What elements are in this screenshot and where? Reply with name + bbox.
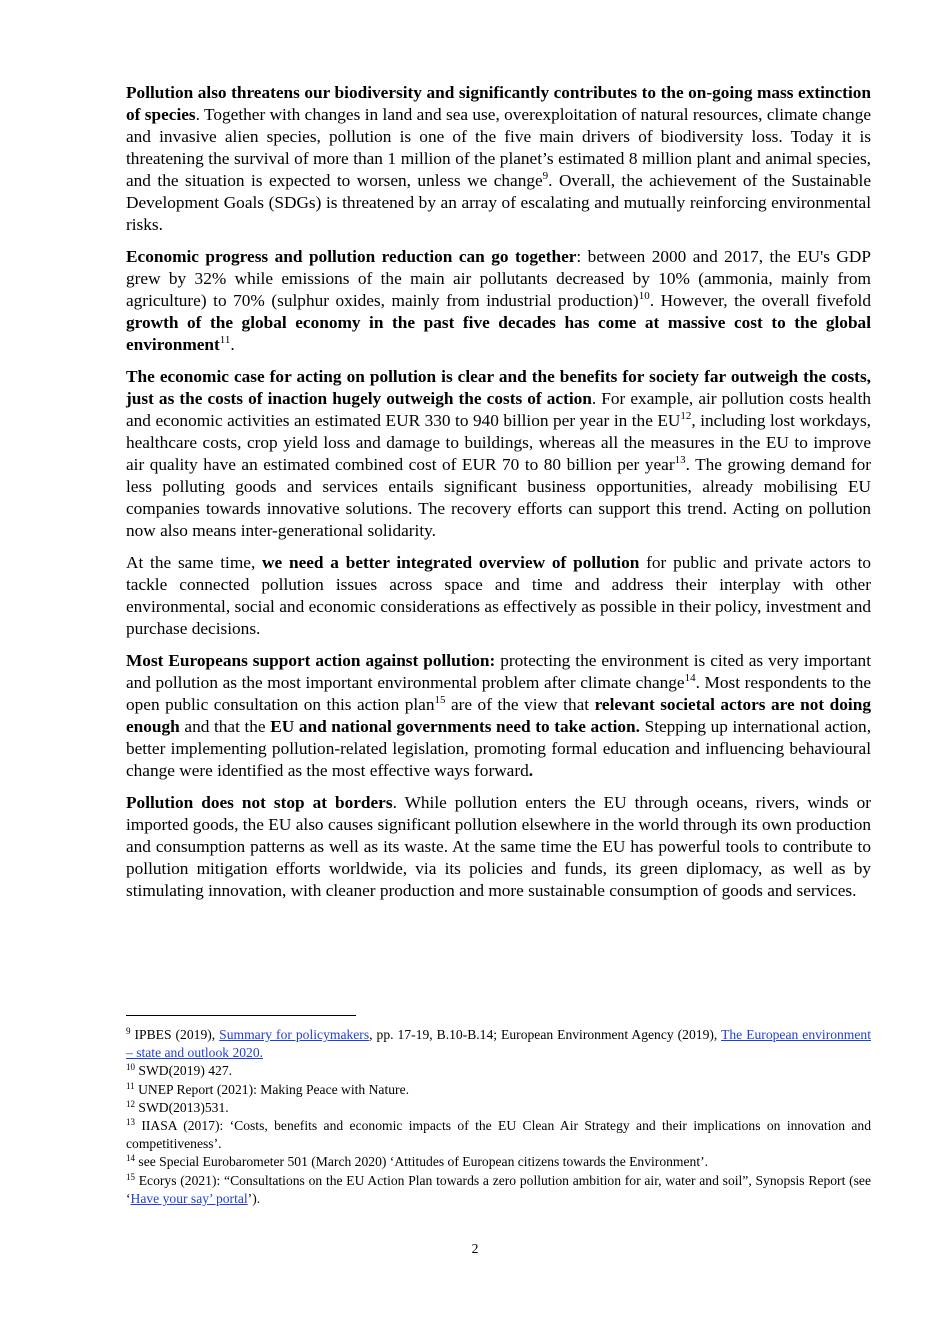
footnote-10 bbox=[126, 1062, 871, 1080]
footnote-number: 14 bbox=[126, 1153, 135, 1164]
footnote-ref: 9 bbox=[542, 170, 549, 182]
footnote-15 bbox=[126, 1172, 871, 1208]
footnote-number: 9 bbox=[126, 1026, 131, 1036]
footnote-14 bbox=[126, 1153, 871, 1171]
paragraph-text: . The growing demand for less polluting goods and services entails significant business opportunities, already mobilising EU companies towards innovative solutions. The recovery efforts can support this trend. Acting on pollution now also means inter-generational solidarity. bbox=[126, 455, 871, 540]
paragraph-text: At the same time, bbox=[126, 553, 263, 572]
bold-phrase: we need a better integrated overview of pollution bbox=[262, 553, 640, 572]
paragraph-integrated-overview bbox=[126, 552, 871, 640]
bold-phrase: relevant societal actors are not doing enough bbox=[126, 695, 871, 736]
paragraph-biodiversity bbox=[126, 82, 871, 236]
footnote-text: IIASA (2017): ‘Costs, benefits and economic impacts of the EU Clean Air Strategy and their implications on innovation and competitiveness’. bbox=[126, 1118, 871, 1152]
paragraph-europeans-support bbox=[126, 650, 871, 782]
footnote-text: UNEP Report (2021): Making Peace with Nature. bbox=[134, 1081, 410, 1097]
footnote-text: ’). bbox=[247, 1190, 261, 1206]
paragraph-text: . Overall, the achievement of the Sustainable Development Goals (SDGs) is threatened by an array of escalating and mutually reinforcing environmental risks. bbox=[126, 171, 872, 234]
paragraph-text: Stepping up international action, better implementing pollution-related legislation, promoting formal education and influencing behavioural change were identified as the most effective ways forward bbox=[126, 717, 872, 780]
paragraph-economic-case bbox=[126, 366, 871, 542]
paragraph-text: . However, the overall fivefold bbox=[649, 291, 871, 310]
footnote-12 bbox=[126, 1099, 871, 1117]
footnote-13 bbox=[126, 1117, 871, 1153]
paragraph-text: . Together with changes in land and sea use, overexploitation of natural resources, climate change and invasive alien species, pollution is one of the five main drivers of biodiversity loss. Today it is threatening the survival of more than 1 million of the planet’s estimated 8 million plant and animal species, and the situation is expected to worsen, unless we change bbox=[126, 105, 872, 190]
have-your-say-portal-link[interactable]: Have your say’ portal bbox=[130, 1190, 248, 1206]
bold-lead: Pollution also threatens our biodiversity and significantly contributes to the on-going mass extinction of species bbox=[126, 83, 871, 124]
european-environment-report-link[interactable]: The European environment – state and outlook 2020. bbox=[126, 1027, 871, 1061]
footnote-ref: 13 bbox=[674, 454, 686, 466]
footnote-ref: 12 bbox=[680, 410, 692, 422]
bold-lead: Economic progress and pollution reduction can go together bbox=[126, 247, 577, 266]
footnote-number: 10 bbox=[126, 1062, 135, 1073]
paragraph-text: . bbox=[230, 335, 235, 354]
paragraph-text: are of the view that bbox=[445, 695, 595, 714]
paragraph-text: . While pollution enters the EU through oceans, rivers, winds or imported goods, the EU also causes significant pollution elsewhere in the world through its own production and consumption patterns as well as its waste. At the same time the EU has powerful tools to contribute to pollution mitigation efforts worldwide, via its policies and funds, its green diplomacy, as well as by stimulating innovation, with cleaner production and more sustainable consumption of goods and services. bbox=[126, 793, 872, 900]
summary-for-policymakers-link[interactable]: Summary for policymakers bbox=[219, 1027, 370, 1042]
page-number: 2 bbox=[471, 1241, 479, 1256]
footnote-text: IPBES (2019), bbox=[130, 1027, 220, 1042]
bold-phrase: EU and national governments need to take action. bbox=[270, 717, 640, 736]
paragraph-text: and that the bbox=[179, 717, 271, 736]
paragraph-text: : between 2000 and 2017, the EU's GDP grew by 32% while emissions of the main air pollutants decreased by 10% (ammonia, mainly from agriculture) to 70% (sulphur oxides, mainly from industrial production) bbox=[126, 247, 872, 310]
bold-lead: Most Europeans support action against pollution: bbox=[126, 651, 496, 670]
paragraph-text: , including lost workdays, healthcare costs, crop yield loss and damage to buildings, whereas all the measures in the EU to improve air quality have an estimated combined cost of EUR 70 to 80 billion per year bbox=[126, 411, 871, 474]
footnote-ref: 11 bbox=[219, 334, 231, 346]
main-body bbox=[126, 82, 871, 912]
paragraph-text: for public and private actors to tackle connected pollution issues across space and time and address their interplay with other environmental, social and economic considerations as effectively as possible in their policy, investment and purchase decisions. bbox=[126, 553, 872, 638]
paragraph-text: . Most respondents to the open public consultation on this action plan bbox=[126, 673, 871, 714]
footnote-number: 11 bbox=[126, 1080, 135, 1091]
bold-lead: The economic case for acting on pollution is clear and the benefits for society far outweigh the costs, just as the costs of inaction hugely outweigh the costs of action bbox=[126, 367, 871, 408]
footnote-number: 12 bbox=[126, 1098, 135, 1109]
footnote-number: 13 bbox=[126, 1117, 135, 1128]
paragraph-text: protecting the environment is cited as very important and pollution as the most important environmental problem after climate change bbox=[126, 651, 871, 692]
footnote-text: Ecorys (2021): “Consultations on the EU Action Plan towards a zero pollution ambition for air, water and soil”, Synopsis Report (see ‘ bbox=[126, 1172, 871, 1206]
footnotes bbox=[126, 1026, 871, 1208]
footnote-ref: 14 bbox=[684, 672, 696, 684]
footnote-text: , pp. 17-19, B.10-B.14; European Environment Agency (2019), bbox=[369, 1027, 722, 1042]
footnote-11 bbox=[126, 1081, 871, 1099]
footnote-divider bbox=[126, 1015, 356, 1016]
paragraph-text: . For example, air pollution costs health and economic activities an estimated EUR 330 to 940 billion per year in the EU bbox=[126, 389, 872, 430]
footnote-ref: 10 bbox=[638, 290, 650, 302]
footnote-text: SWD(2019) 427. bbox=[135, 1063, 233, 1079]
footnote-ref: 15 bbox=[434, 694, 446, 706]
footnote-text: SWD(2013)531. bbox=[135, 1099, 229, 1115]
paragraph-borders bbox=[126, 792, 871, 902]
footnote-9 bbox=[126, 1026, 871, 1062]
bold-period: . bbox=[528, 761, 534, 780]
bold-lead: Pollution does not stop at borders bbox=[126, 793, 393, 812]
bold-phrase: growth of the global economy in the past five decades has come at massive cost to the global environment bbox=[126, 313, 871, 354]
footnote-number: 15 bbox=[126, 1171, 135, 1182]
footnote-text: see Special Eurobarometer 501 (March 2020) ‘Attitudes of European citizens towards the Environment’. bbox=[135, 1154, 709, 1170]
paragraph-economic-progress bbox=[126, 246, 871, 356]
